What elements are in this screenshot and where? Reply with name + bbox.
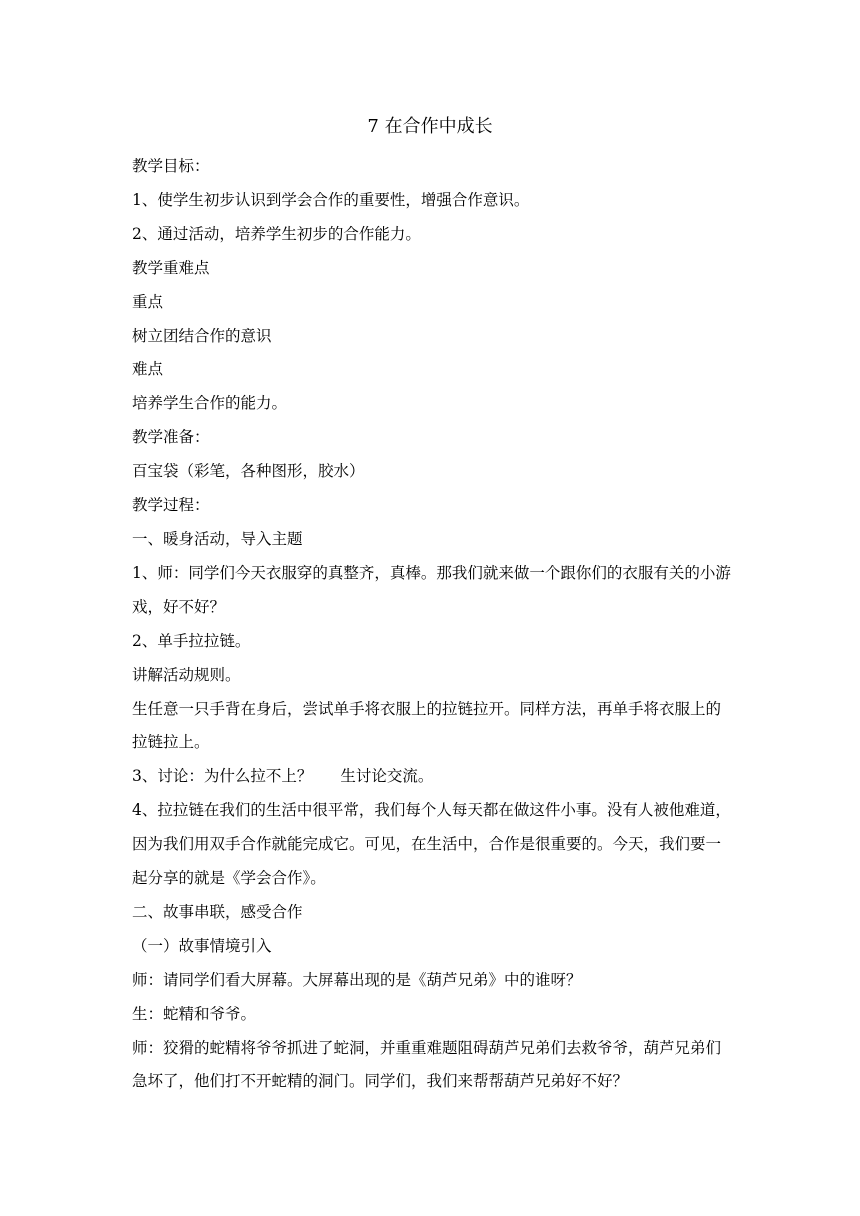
process-step-1: 1、师：同学们今天衣服穿的真整齐，真棒。那我们就来做一个跟你们的衣服有关的小游戏，好不好？ xyxy=(132,563,731,616)
heading-key-difficult-points: 教学重难点 xyxy=(132,258,210,277)
document-body xyxy=(132,150,732,1099)
preparation-text: 百宝袋（彩笔，各种图形，胶水） xyxy=(132,462,365,481)
subsection-one-heading: （一）故事情境引入 xyxy=(132,936,272,955)
discussion-question: 3、讨论：为什么拉不上？ xyxy=(132,767,313,786)
teacher-line-1: 师：请同学们看大屏幕。大屏幕出现的是《葫芦兄弟》中的谁呀？ xyxy=(132,970,582,989)
heading-teaching-process: 教学过程： xyxy=(132,496,210,515)
process-step-4: 4、拉拉链在我们的生活中很平常，我们每个人每天都在做这件小事。没有人被他难道，因为我们用双手合作就能完成它。可见，在生活中，合作是很重要的。今天，我们要一起分享的就是《学会合作》。 xyxy=(132,801,731,888)
teacher-line-2: 师：狡猾的蛇精将爷爷抓进了蛇洞，并重重难题阻碍葫芦兄弟们去救爷爷，葫芦兄弟们急坏了，他们打不开蛇精的洞门。同学们，我们来帮帮葫芦兄弟好不好？ xyxy=(132,1038,722,1091)
heading-teaching-goals: 教学目标： xyxy=(132,157,210,175)
difficult-point-text: 培养学生合作的能力。 xyxy=(132,394,288,413)
heading-difficult-point: 难点 xyxy=(132,360,164,379)
goal-item-1: 1、使学生初步认识到学会合作的重要性，增强合作意识。 xyxy=(132,190,530,209)
heading-key-point: 重点 xyxy=(132,292,164,311)
process-step-3 xyxy=(132,760,732,794)
heading-teaching-preparation: 教学准备： xyxy=(132,428,210,447)
discussion-response: 生讨论交流。 xyxy=(340,767,434,786)
rules-explanation: 讲解活动规则。 xyxy=(132,665,241,684)
document-title: 7 在合作中成长 xyxy=(367,116,493,137)
section-two-heading: 二、故事串联，感受合作 xyxy=(132,902,303,921)
goal-item-2: 2、通过活动，培养学生初步的合作能力。 xyxy=(132,224,421,243)
process-step-2: 2、单手拉拉链。 xyxy=(132,631,251,650)
section-one-heading: 一、暖身活动，导入主题 xyxy=(132,529,303,548)
key-point-text: 树立团结合作的意识 xyxy=(132,326,272,345)
student-line-1: 生：蛇精和爷爷。 xyxy=(132,1004,257,1023)
activity-description: 生任意一只手背在身后，尝试单手将衣服上的拉链拉开。同样方法，再单手将衣服上的拉链拉上。 xyxy=(132,699,722,752)
